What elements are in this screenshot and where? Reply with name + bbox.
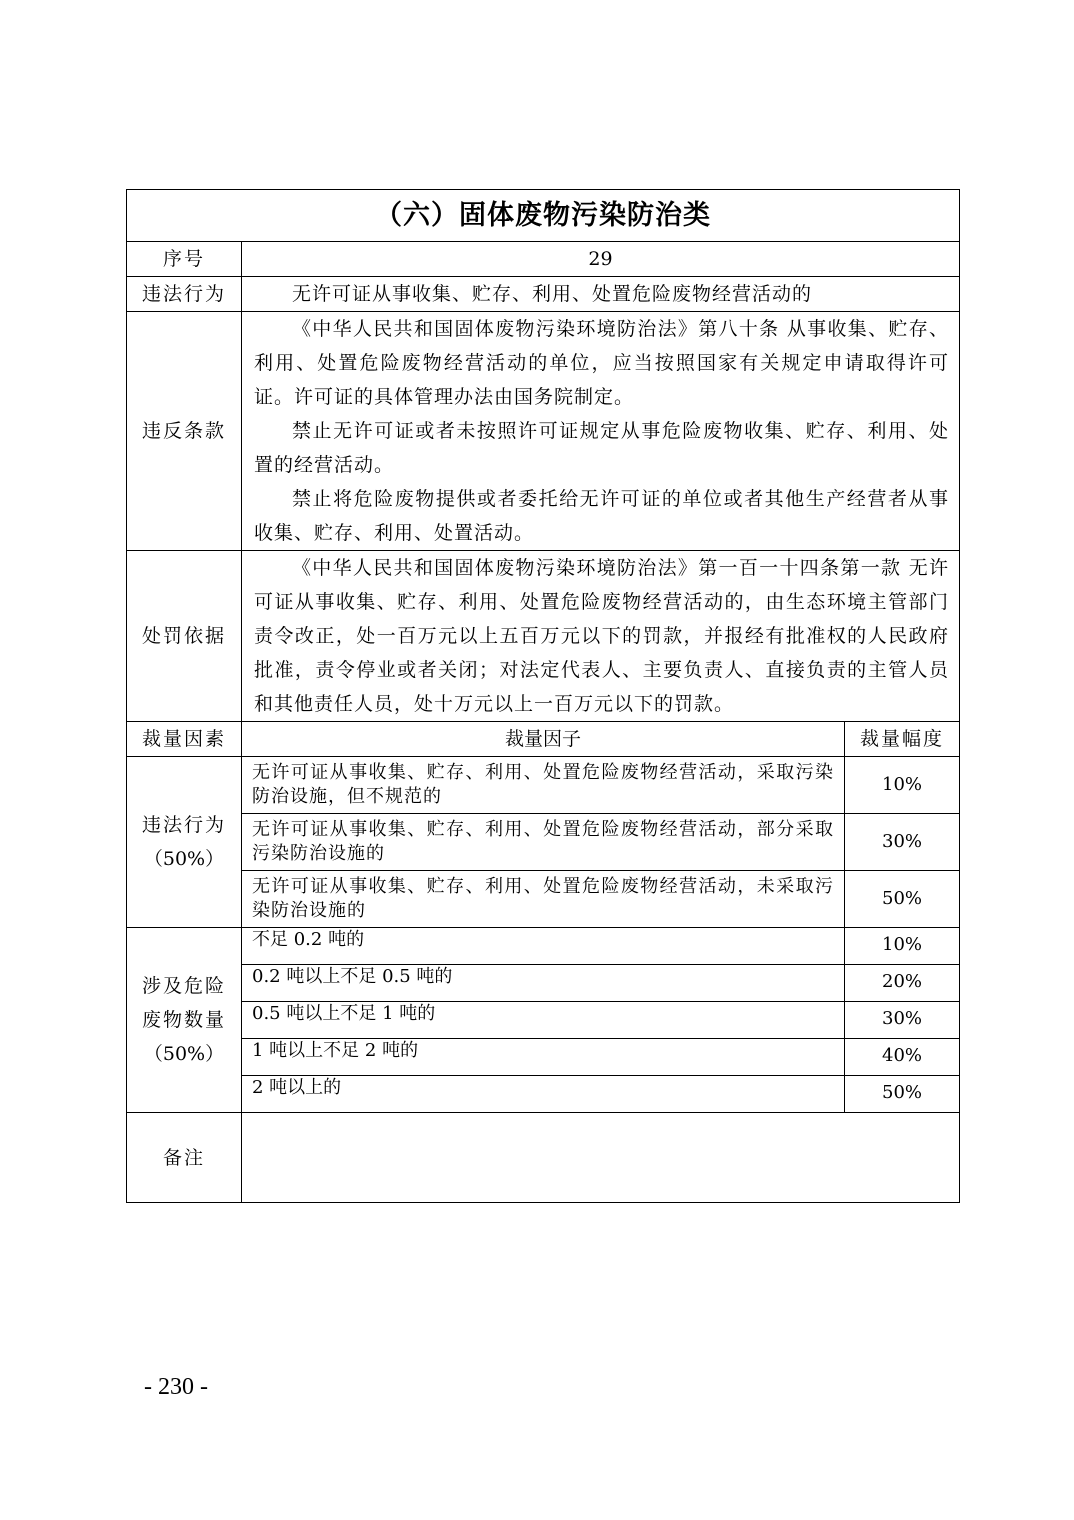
behavior-factor-pct: 50% (845, 871, 960, 928)
quantity-factor-pct: 30% (845, 1002, 960, 1039)
violation-label: 违法行为 (127, 277, 242, 312)
behavior-factor-pct: 30% (845, 814, 960, 871)
quantity-factor-item: 2 吨以上的 (242, 1076, 845, 1113)
quantity-factor-item: 1 吨以上不足 2 吨的 (242, 1039, 845, 1076)
quantity-factor-item: 0.5 吨以上不足 1 吨的 (242, 1002, 845, 1039)
remarks-value (242, 1113, 960, 1203)
basis-cell (242, 551, 960, 722)
behavior-factor-label: 违法行为 （50%） (127, 757, 242, 928)
quantity-factor-pct: 20% (845, 965, 960, 1002)
range-header: 裁量幅度 (845, 722, 960, 757)
behavior-factor-pct: 10% (845, 757, 960, 814)
table-title: （六）固体废物污染防治类 (127, 190, 960, 242)
quantity-factor-pct: 10% (845, 928, 960, 965)
discretion-standard-table (126, 189, 960, 1203)
basis-label: 处罚依据 (127, 551, 242, 722)
behavior-factor-item: 无许可证从事收集、贮存、利用、处置危险废物经营活动，采取污染防治设施，但不规范的 (242, 757, 845, 814)
seq-label: 序号 (127, 242, 242, 277)
factor-header: 裁量因素 (127, 722, 242, 757)
detail-header: 裁量因子 (242, 722, 845, 757)
seq-value: 29 (242, 242, 960, 277)
quantity-factor-item: 0.2 吨以上不足 0.5 吨的 (242, 965, 845, 1002)
clause-label: 违反条款 (127, 312, 242, 551)
quantity-factor-pct: 40% (845, 1039, 960, 1076)
remarks-label: 备注 (127, 1113, 242, 1203)
quantity-factor-label: 涉及危险 废物数量 （50%） (127, 928, 242, 1113)
behavior-factor-item: 无许可证从事收集、贮存、利用、处置危险废物经营活动，部分采取污染防治设施的 (242, 814, 845, 871)
quantity-factor-item: 不足 0.2 吨的 (242, 928, 845, 965)
behavior-factor-item: 无许可证从事收集、贮存、利用、处置危险废物经营活动，未采取污染防治设施的 (242, 871, 845, 928)
violation-value: 无许可证从事收集、贮存、利用、处置危险废物经营活动的 (242, 277, 960, 312)
basis-paragraph: 《中华人民共和国固体废物污染环境防治法》第一百一十四条第一款 无许可证从事收集、贮存、利用、处置危险废物经营活动的，由生态环境主管部门责令改正，处一百万元以上五百万元以下的罚款，并报经有批准权的人民政府批准，责令停业或者关闭；对法定代表人、主要负责人、直接负责的主管人员和其他责任人员，处十万元以上一百万元以下的罚款。 (254, 557, 950, 715)
clause-paragraph: 《中华人民共和国固体废物污染环境防治法》第八十条 从事收集、贮存、利用、处置危险废物经营活动的单位，应当按照国家有关规定申请取得许可证。许可证的具体管理办法由国务院制定。 (254, 318, 950, 408)
clause-cell (242, 312, 960, 551)
clause-paragraph: 禁止无许可证或者未按照许可证规定从事危险废物收集、贮存、利用、处置的经营活动。 (254, 420, 950, 476)
page-number: - 230 - (144, 1374, 208, 1400)
quantity-factor-pct: 50% (845, 1076, 960, 1113)
clause-paragraph: 禁止将危险废物提供或者委托给无许可证的单位或者其他生产经营者从事收集、贮存、利用、处置活动。 (254, 488, 950, 544)
